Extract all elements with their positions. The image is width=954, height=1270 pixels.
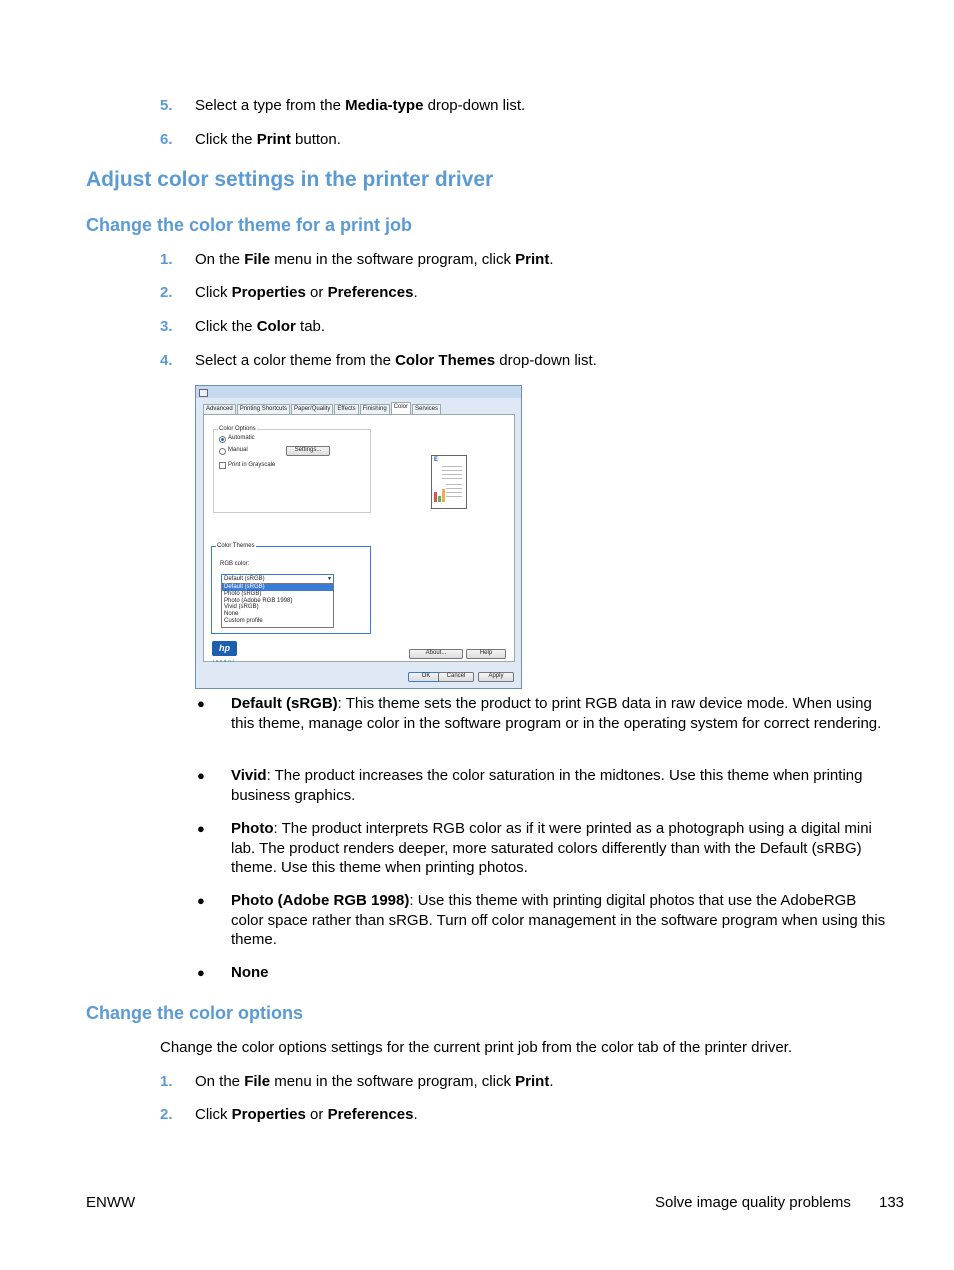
preview-bar-green (438, 496, 441, 502)
subheading-color-options: Change the color options (86, 1003, 304, 1023)
rgb-color-dropdown[interactable]: Default (sRGB) ▼ (221, 574, 334, 584)
tab-advanced[interactable]: Advanced (203, 404, 236, 414)
apply-button[interactable]: Apply (478, 672, 514, 682)
chevron-down-icon: ▼ (327, 576, 332, 582)
bullet-dot: ● (197, 893, 205, 908)
color-themes-group: Color Themes RGB color: Default (sRGB) ▼ Default (sRGB) Photo (sRGB) Photo (Adobe RGB 1998) Vivid (sRGB) None Custom profile (211, 546, 371, 634)
tab-finishing[interactable]: Finishing (360, 404, 390, 414)
automatic-radio[interactable] (219, 436, 226, 443)
tab-effects[interactable]: Effects (334, 404, 358, 414)
settings-button[interactable]: Settings... (286, 446, 330, 456)
hp-logo: hp (212, 641, 237, 656)
section-heading: Adjust color settings in the printer driver (86, 168, 494, 191)
bullet-photo: ● Photo: The product interprets RGB color as if it were printed as a photograph using a digital mini lab. The product renders deeper, more saturated colors differently than with the Default (sRBG) theme. Use this theme when printing photos. (197, 820, 872, 876)
color-options-group: Color Options Automatic Manual Settings... Print in Grayscale (213, 429, 371, 513)
bullet-none: ● None (197, 964, 269, 981)
page-number: 133 (879, 1194, 905, 1211)
grayscale-checkbox[interactable] (219, 462, 226, 469)
subheading-color-theme: Change the color theme for a print job (86, 215, 413, 235)
about-button[interactable]: About... (409, 649, 463, 659)
bullet-dot: ● (197, 696, 205, 711)
theme-option[interactable]: None (224, 611, 239, 618)
ok-button[interactable]: OK (408, 672, 444, 682)
manual-radio[interactable] (219, 448, 226, 455)
theme-option[interactable]: Photo (sRGB) (224, 590, 262, 597)
bullet-dot: ● (197, 768, 205, 783)
tab-printing-shortcuts[interactable]: Printing Shortcuts (237, 404, 290, 414)
bullet-default-srgb: ● Default (sRGB): This theme sets the product to print RGB data in raw device mode. When using this theme, manage color in the software program or in the operating system for correct rendering. (197, 695, 882, 732)
tab-color[interactable]: Color (391, 402, 411, 414)
preview-bar-yellow (442, 489, 445, 502)
cancel-button[interactable]: Cancel (438, 672, 474, 682)
footer-section: Solve image quality problems (655, 1194, 851, 1211)
bullet-dot: ● (197, 821, 205, 836)
color-theme-list (221, 583, 334, 628)
help-button[interactable]: Help (466, 649, 506, 659)
printer-icon (199, 389, 208, 397)
color-tab-panel: Color Options Automatic Manual Settings... Print in Grayscale E Color Themes RGB color: Default (sRGB) ▼ Default (sRGB) Photo (sRGB) Photo (Adobe RGB 1998) Vivid (sRGB) None Custom profile hp invent About... Help (203, 414, 515, 662)
theme-option[interactable]: Default (sRGB) (222, 584, 333, 591)
preview-bar-red (434, 492, 437, 502)
theme-option[interactable]: Custom profile (224, 617, 263, 624)
printer-properties-dialog (195, 385, 522, 689)
options-paragraph: Change the color options settings for the current print job from the color tab of the printer driver. (160, 1039, 792, 1056)
theme-option[interactable]: Vivid (sRGB) (224, 604, 259, 611)
bullet-vivid: ● Vivid: The product increases the color saturation in the midtones. Use this theme when printing business graphics. (197, 767, 863, 804)
tab-strip (203, 404, 442, 414)
bullet-dot: ● (197, 965, 205, 980)
dialog-titlebar (196, 386, 521, 398)
theme-option[interactable]: Photo (Adobe RGB 1998) (224, 597, 293, 604)
tab-services[interactable]: Services (412, 404, 441, 414)
tab-paper-quality[interactable]: Paper/Quality (291, 404, 333, 414)
bullet-photo-adobe: ● Photo (Adobe RGB 1998): Use this theme with printing digital photos that use the AdobeRGB color space rather than sRGB. Turn off color management in the software program when using this theme. (197, 892, 886, 948)
footer-left: ENWW (86, 1194, 136, 1211)
document-preview: E (431, 455, 467, 509)
